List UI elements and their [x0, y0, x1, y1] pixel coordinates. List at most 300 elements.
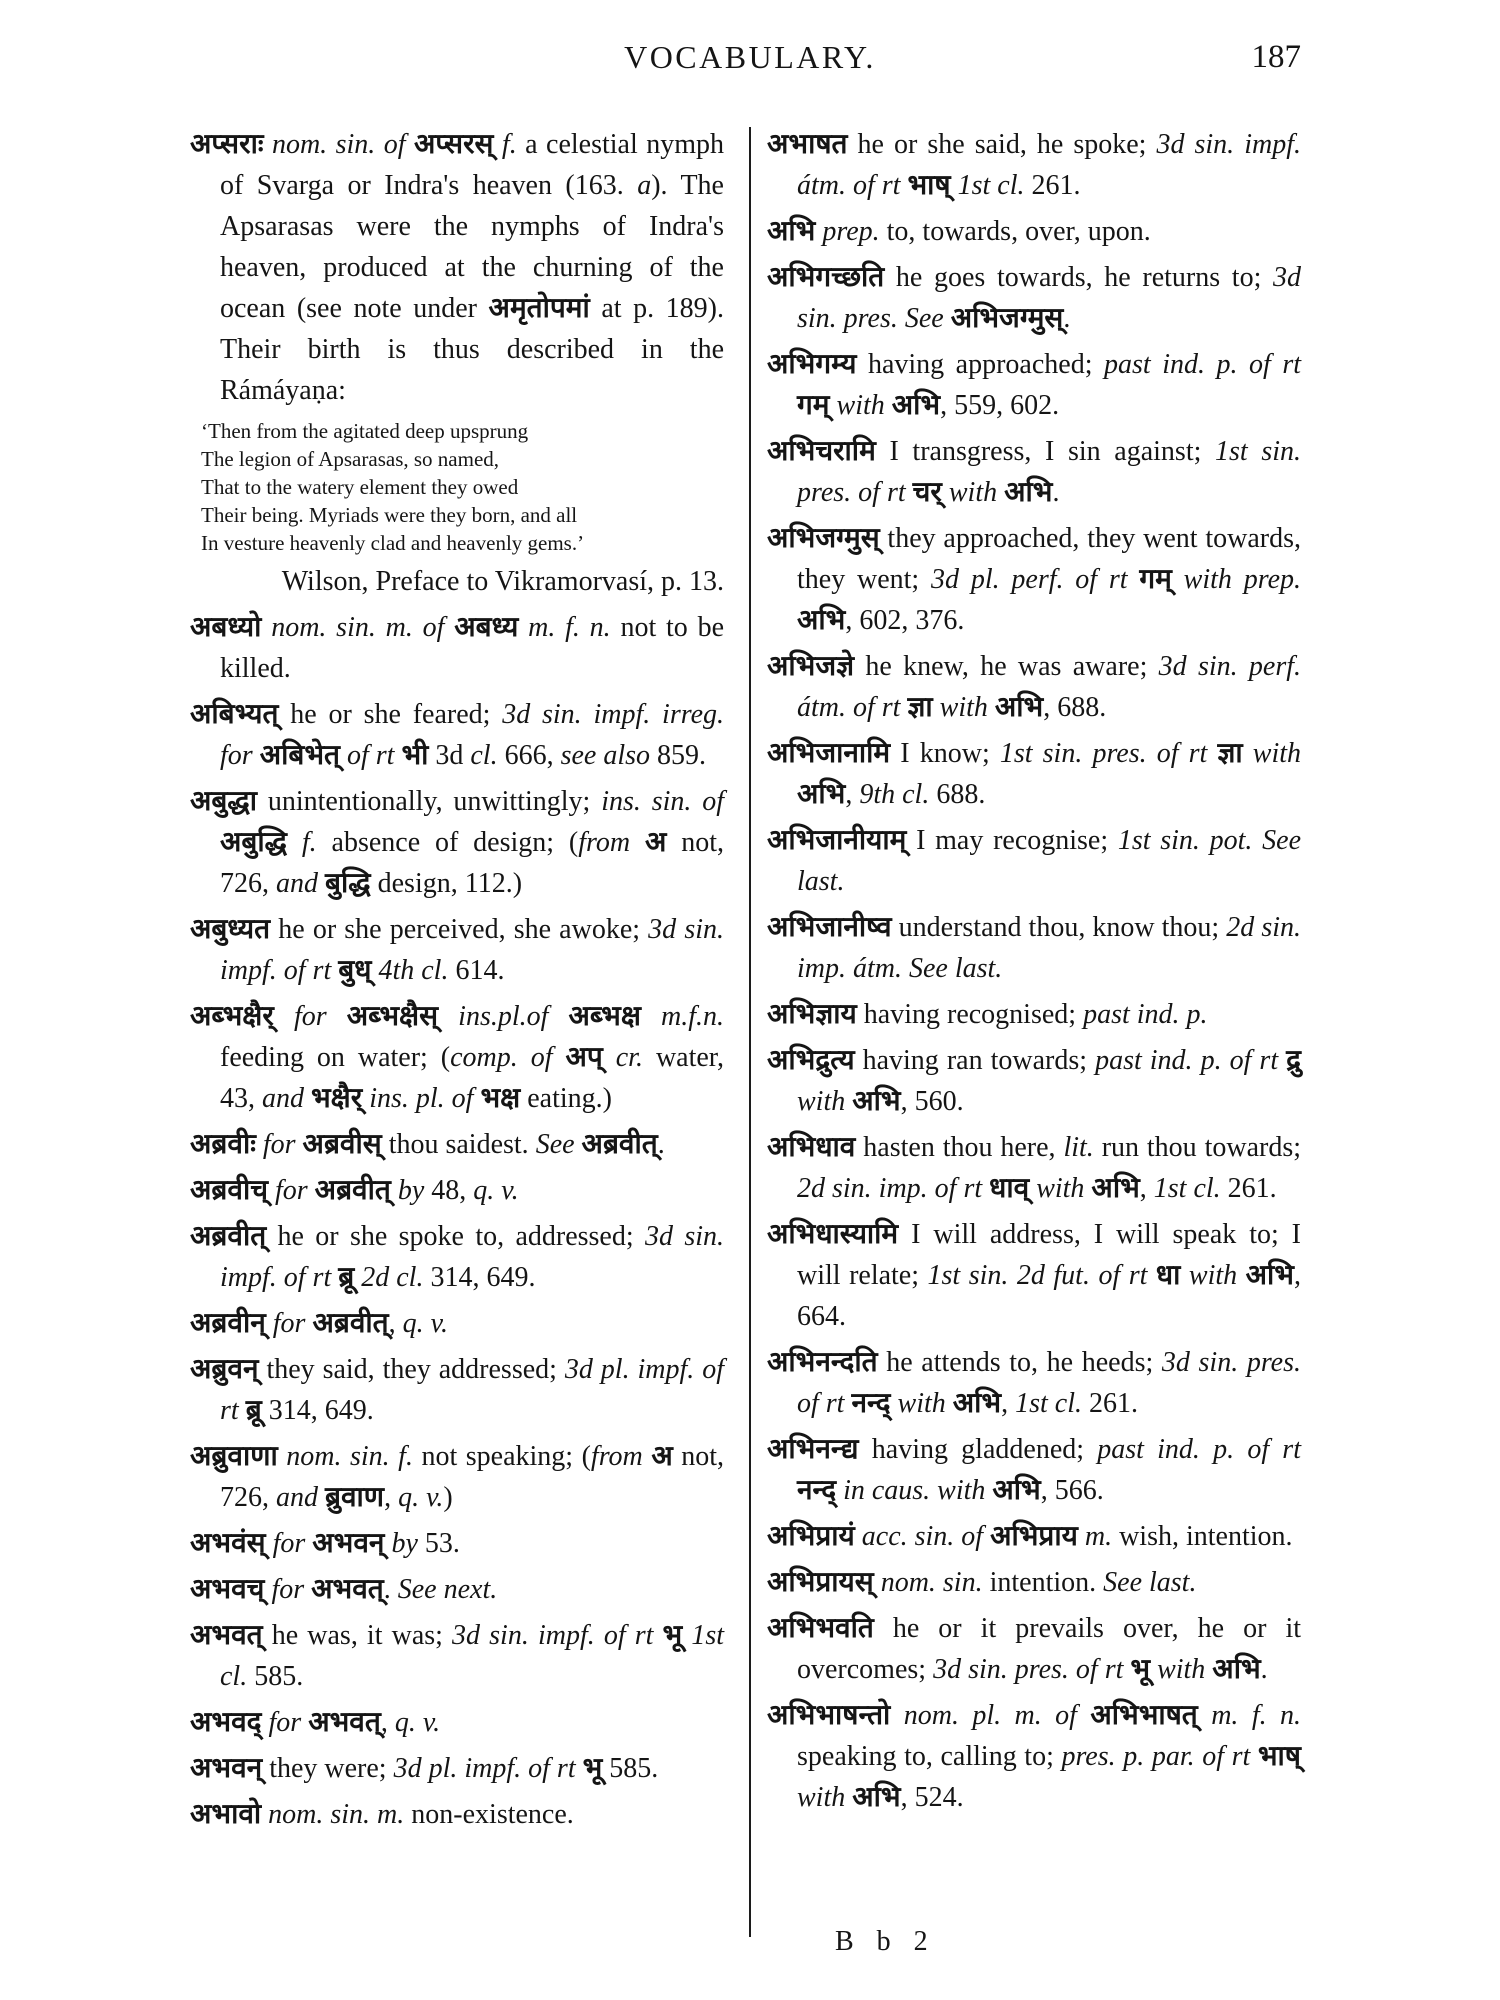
- dictionary-entry: [767, 820, 1301, 902]
- dictionary-entry: [190, 607, 724, 689]
- entry-text: [190, 781, 724, 904]
- definition-text: speaking to, calling to;: [797, 1741, 1062, 1772]
- grammar-note: q. v.: [402, 1308, 448, 1339]
- page-number: 187: [1251, 39, 1301, 75]
- sanskrit-term: अब्भक्ष: [568, 1001, 641, 1032]
- grammar-note: 3d pl. perf. of rt: [931, 564, 1140, 595]
- definition-text: 614.: [448, 955, 505, 986]
- entry-text: [190, 1748, 724, 1789]
- sanskrit-term: अब्रवीत्: [314, 1175, 391, 1206]
- dictionary-entry: [190, 1216, 724, 1298]
- grammar-note: m.: [1077, 1521, 1113, 1552]
- grammar-note: and: [276, 1482, 325, 1513]
- sanskrit-term: बुध्: [338, 955, 372, 986]
- sanskrit-term: अबध्य: [454, 612, 519, 643]
- sanskrit-term: भाष्: [1257, 1741, 1301, 1772]
- verse-line: In vesture heavenly clad and heavenly gems.’: [201, 531, 585, 555]
- headword: अभवंस्: [190, 1528, 266, 1559]
- grammar-note: with: [797, 1086, 853, 1117]
- definition-text: [318, 868, 325, 899]
- definition-text: [630, 827, 645, 858]
- sanskrit-term: अमृतोपमां: [488, 293, 590, 324]
- entry-text: [190, 1436, 724, 1518]
- definition-text: 314, 649.: [423, 1262, 536, 1293]
- grammar-note: with: [941, 477, 1005, 508]
- grammar-note: 3d pl. impf. of rt: [393, 1753, 583, 1784]
- definition-text: not, 726,: [220, 1441, 725, 1513]
- grammar-note: ins. pl. of: [362, 1083, 481, 1114]
- definition-text: I transgress, I sin against;: [889, 436, 1216, 467]
- dictionary-entry: [190, 909, 724, 991]
- entry-text: [767, 820, 1301, 902]
- sanskrit-term: भी: [401, 740, 429, 771]
- grammar-note: 3d sin. impf. átm. of rt: [797, 129, 1301, 201]
- grammar-note: with: [932, 692, 995, 723]
- entry-text: [190, 1702, 724, 1743]
- definition-text: [603, 1042, 616, 1073]
- entry-text: [767, 1516, 1301, 1557]
- dictionary-entry: [767, 344, 1301, 426]
- grammar-note: from: [590, 1441, 643, 1472]
- grammar-note: with: [1180, 1260, 1246, 1291]
- headword: अभिप्रायस्: [767, 1567, 874, 1598]
- headword: अभिद्रुत्य: [767, 1045, 855, 1076]
- verse-quote: [201, 417, 724, 557]
- sanskrit-term: अभिभाषत्: [1090, 1700, 1198, 1731]
- entry-text: [190, 996, 724, 1119]
- definition-text: they were;: [269, 1753, 394, 1784]
- sanskrit-term: अभि: [952, 1388, 1002, 1419]
- grammar-note: f.: [287, 827, 317, 858]
- headword: अब्रवीः: [190, 1129, 256, 1160]
- sanskrit-term: अभिप्राय: [990, 1521, 1078, 1552]
- definition-text: .: [1260, 1654, 1268, 1685]
- headword: अभवन्: [190, 1753, 263, 1784]
- sanskrit-term: अप्सरस्: [413, 129, 494, 160]
- grammar-note: from: [578, 827, 631, 858]
- grammar-note: q. v.: [394, 1707, 441, 1738]
- grammar-note: by: [384, 1528, 418, 1559]
- column-divider: [749, 127, 751, 1937]
- grammar-note: cl.: [470, 740, 498, 771]
- entry-text: [190, 1794, 724, 1835]
- grammar-note: with: [1029, 1173, 1092, 1204]
- grammar-note: 1st cl.: [1015, 1388, 1082, 1419]
- grammar-note: 3d sin. perf. átm. of rt: [797, 651, 1302, 723]
- running-title: VOCABULARY.: [624, 39, 876, 75]
- grammar-note: for: [271, 1574, 312, 1605]
- definition-text: 585.: [247, 1661, 304, 1692]
- headword: अब्रुवन्: [190, 1354, 259, 1385]
- headword: अभिप्रायं: [767, 1521, 855, 1552]
- grammar-note: 1st sin. 2d fut. of rt: [927, 1260, 1156, 1291]
- definition-text: he knew, he was aware;: [865, 651, 1159, 682]
- grammar-note: nom. pl. m. of: [903, 1700, 1091, 1731]
- grammar-note: of rt: [339, 740, 402, 771]
- grammar-note: 3d sin. pres. of rt: [933, 1654, 1131, 1685]
- headword: अब्रवीन्: [190, 1308, 266, 1339]
- grammar-note: 3d sin. pres. of rt: [797, 1347, 1302, 1419]
- definition-text: I know;: [900, 738, 1000, 769]
- grammar-note: nom. sin. m. of: [271, 612, 455, 643]
- grammar-note: nom. sin. m.: [268, 1799, 405, 1830]
- entry-text: [767, 518, 1301, 641]
- dictionary-entry: [767, 907, 1301, 989]
- definition-text: 53.: [417, 1528, 460, 1559]
- definition-text: design, 112.): [370, 868, 523, 899]
- verse-line: Their being. Myriads were they born, and all: [201, 503, 578, 527]
- dictionary-entry: [190, 1124, 724, 1165]
- sanskrit-term: भू: [1130, 1654, 1151, 1685]
- sanskrit-term: ब्रू: [245, 1395, 262, 1426]
- entry-text: [190, 124, 724, 411]
- headword: अभिचरामि: [767, 436, 876, 467]
- headword: अब्रुवाणा: [190, 1441, 278, 1472]
- dictionary-entry: [190, 1349, 724, 1431]
- definition-text: not, 726,: [220, 827, 724, 899]
- definition-text: 666,: [497, 740, 561, 771]
- entry-text: [767, 1127, 1301, 1209]
- grammar-note: cr.: [615, 1042, 643, 1073]
- definition-text: he or she spoke to, addressed;: [277, 1221, 645, 1252]
- dictionary-entry: [190, 1303, 724, 1344]
- dictionary-entry: [767, 211, 1301, 252]
- entry-text: [767, 257, 1301, 339]
- entry-text: [767, 1562, 1301, 1603]
- headword: अभिनन्द्य: [767, 1434, 859, 1465]
- sanskrit-term: अभिजग्मुस्: [950, 303, 1064, 334]
- entry-text: [767, 646, 1301, 728]
- definition-text: ,: [388, 1308, 403, 1339]
- entry-text: [190, 1569, 724, 1610]
- definition-text: , 664.: [797, 1260, 1301, 1332]
- grammar-note: see also: [560, 740, 651, 771]
- dictionary-entry: [767, 1608, 1301, 1690]
- grammar-note: nom. sin. f.: [286, 1441, 413, 1472]
- definition-text: having gladdened;: [871, 1434, 1098, 1465]
- grammar-note: pres. p. par. of rt: [1061, 1741, 1258, 1772]
- grammar-note: 1st cl.: [1153, 1173, 1221, 1204]
- sanskrit-term: अबुद्धि: [220, 827, 288, 858]
- entry-text: [190, 694, 724, 776]
- sanskrit-term: अभि: [992, 1475, 1041, 1506]
- definition-text: [518, 612, 528, 643]
- grammar-note: nom. sin.: [880, 1567, 983, 1598]
- left-column: [190, 124, 724, 1840]
- headword: अभिगम्य: [767, 349, 857, 380]
- dictionary-entry: [767, 646, 1301, 728]
- sanskrit-term: अप्: [565, 1042, 603, 1073]
- grammar-note: past ind. p.: [1083, 999, 1208, 1030]
- entry-text: [767, 1608, 1301, 1690]
- entry-text: [767, 994, 1301, 1035]
- grammar-note: 1st cl.: [220, 1620, 725, 1692]
- sanskrit-term: भू: [662, 1620, 683, 1651]
- definition-text: having recognised;: [863, 999, 1084, 1030]
- sanskrit-term: अभवत्: [311, 1574, 384, 1605]
- grammar-note: 3d pl. impf. of rt: [220, 1354, 725, 1426]
- grammar-note: and: [276, 868, 318, 899]
- entry-text: [190, 909, 724, 991]
- headword: अभिधास्यामि: [767, 1219, 899, 1250]
- sanskrit-term: अब्रवीत्: [312, 1308, 389, 1339]
- entry-text: [190, 1216, 724, 1298]
- dictionary-entry: [767, 1342, 1301, 1424]
- headword: अभाषत: [767, 129, 848, 160]
- grammar-note: in caus. with: [836, 1475, 993, 1506]
- sanskrit-term: ब्रू: [338, 1262, 355, 1293]
- printer-signature: B b 2: [835, 1926, 936, 1957]
- definition-text: I may recognise;: [916, 825, 1118, 856]
- sanskrit-term: अब्भक्षैस्: [346, 1001, 439, 1032]
- grammar-note: 1st sin. pres. of rt: [999, 738, 1218, 769]
- grammar-note: 3d sin. pres. See: [797, 262, 1302, 334]
- headword: अभिजानीष्व: [767, 912, 892, 943]
- entry-text: [190, 1523, 724, 1564]
- grammar-note: q. v.: [398, 1482, 444, 1513]
- grammar-note: 3d sin. impf. of rt: [220, 1221, 725, 1293]
- verse-line: The legion of Apsarasas, so named,: [201, 447, 500, 471]
- grammar-note: past ind. p. of rt: [1104, 349, 1301, 380]
- definition-text: he or she said, he spoke;: [857, 129, 1157, 160]
- dictionary-entry: [190, 1569, 724, 1610]
- sanskrit-term: द्रु: [1286, 1045, 1302, 1076]
- sanskrit-term: अब्रवीस्: [302, 1129, 382, 1160]
- definition-text: ,: [1139, 1173, 1154, 1204]
- dictionary-entry: [767, 1040, 1301, 1122]
- sanskrit-term: अ: [644, 827, 667, 858]
- grammar-note: See last.: [1103, 1567, 1197, 1598]
- entry-text: [767, 431, 1301, 513]
- dictionary-entry: [190, 1702, 724, 1743]
- dictionary-entry: [190, 124, 724, 602]
- definition-text: wish, intention.: [1112, 1521, 1293, 1552]
- definition-text: 261.: [1220, 1173, 1277, 1204]
- dictionary-entry: [767, 1695, 1301, 1818]
- dictionary-entry: [767, 518, 1301, 641]
- sanskrit-term: बुद्धि: [325, 868, 371, 899]
- definition-text: .: [383, 1574, 398, 1605]
- grammar-note: 2d sin. imp. átm. See last.: [797, 912, 1301, 984]
- page-header: [0, 32, 1500, 82]
- definition-text: 261.: [1082, 1388, 1138, 1419]
- definition-text: ). The Apsarasas were the nymphs of Indra's heaven, produced at the churning of the ocean (see note under: [220, 170, 724, 324]
- grammar-note: comp. of: [450, 1042, 566, 1073]
- grammar-note: 1st sin. pres. of rt: [797, 436, 1302, 508]
- headword: अबुद्धा: [190, 786, 258, 817]
- headword: अभावो: [190, 1799, 262, 1830]
- entry-text: [767, 124, 1301, 206]
- dictionary-entry: [767, 1214, 1301, 1337]
- sanskrit-term: भक्ष: [480, 1083, 521, 1114]
- headword: अबिभ्यत्: [190, 699, 279, 730]
- definition-text: .: [1052, 477, 1060, 508]
- definition-text: , 560.: [900, 1086, 964, 1117]
- headword: अभिभाषन्तो: [767, 1700, 891, 1731]
- grammar-note: and: [262, 1083, 311, 1114]
- entry-text: [190, 607, 724, 689]
- grammar-note: 3d sin. impf. of rt: [452, 1620, 663, 1651]
- entry-text: [767, 1214, 1301, 1337]
- sanskrit-term: गम्: [1139, 564, 1172, 595]
- sanskrit-term: गम्: [797, 390, 830, 421]
- entry-text: [767, 1040, 1301, 1122]
- entry-text: [190, 1349, 724, 1431]
- grammar-note: m. f. n.: [528, 612, 611, 643]
- headword: अभि: [767, 216, 816, 247]
- dictionary-entry: [190, 1523, 724, 1564]
- definition-text: thou saidest.: [381, 1129, 536, 1160]
- headword: अभिजज्ञे: [767, 651, 855, 682]
- entry-text: [190, 1170, 724, 1211]
- definition-text: understand thou, know thou;: [898, 912, 1227, 943]
- sanskrit-term: अभि: [1212, 1654, 1261, 1685]
- grammar-note: 4th cl.: [371, 955, 449, 986]
- grammar-note: See: [535, 1129, 582, 1160]
- dictionary-entry: [190, 1170, 724, 1211]
- grammar-note: ins.pl.of: [438, 1001, 569, 1032]
- grammar-note: for: [293, 1001, 347, 1032]
- dictionary-entry: [767, 1516, 1301, 1557]
- sanskrit-term: अभि: [797, 779, 846, 810]
- dictionary-entry: [190, 694, 724, 776]
- entry-text: [767, 907, 1301, 989]
- definition-text: , 566.: [1040, 1475, 1104, 1506]
- sanskrit-term: अभवन्: [312, 1528, 385, 1559]
- headword: अप्सराः: [190, 129, 264, 160]
- definition-text: , 688.: [1043, 692, 1107, 723]
- dictionary-entry: [767, 124, 1301, 206]
- headword: अबुध्यत: [190, 914, 271, 945]
- sanskrit-term: अभि: [1245, 1260, 1294, 1291]
- dictionary-entry: [767, 994, 1301, 1035]
- definition-text: he or she feared;: [290, 699, 503, 730]
- grammar-note: 3d sin. impf. irreg. for: [220, 699, 724, 771]
- definition-text: hasten thou here,: [863, 1132, 1064, 1163]
- definition-text: .: [657, 1129, 665, 1160]
- headword: अब्रवीत्: [190, 1221, 267, 1252]
- entry-text: [767, 344, 1301, 426]
- grammar-note: nom. sin. of: [271, 129, 414, 160]
- grammar-note: for: [268, 1707, 309, 1738]
- definition-text: a celestial nymph of Svarga or Indra's heaven (163.: [220, 129, 724, 201]
- sanskrit-term: धाव्: [989, 1173, 1030, 1204]
- definition-text: ,: [380, 1707, 395, 1738]
- headword: अभिजानीयाम्: [767, 825, 907, 856]
- dictionary-entry: [190, 1748, 724, 1789]
- headword: अभिधाव: [767, 1132, 856, 1163]
- sanskrit-term: अबिभेत्: [259, 740, 340, 771]
- entry-text: [190, 1615, 724, 1697]
- definition-text: he goes towards, he returns to;: [895, 262, 1274, 293]
- headword: अभवच्: [190, 1574, 265, 1605]
- definition-text: he was, it was;: [271, 1620, 453, 1651]
- grammar-note: 1st cl.: [950, 170, 1025, 201]
- definition-text: non-existence.: [404, 1799, 574, 1830]
- grammar-note: past ind. p. of rt: [1095, 1045, 1287, 1076]
- grammar-note: q. v.: [473, 1175, 519, 1206]
- headword: अभिगच्छति: [767, 262, 885, 293]
- definition-text: 261.: [1024, 170, 1081, 201]
- definition-text: 314, 649.: [261, 1395, 374, 1426]
- right-column: [767, 124, 1301, 1823]
- grammar-note: See next.: [397, 1574, 498, 1605]
- definition-text: .: [1063, 303, 1071, 334]
- definition-text: water, 43,: [220, 1042, 725, 1114]
- sanskrit-term: अभि: [852, 1086, 901, 1117]
- grammar-note: for: [272, 1528, 313, 1559]
- verse-line: That to the watery element they owed: [201, 475, 519, 499]
- sanskrit-term: भाष्: [907, 170, 951, 201]
- definition-text: [493, 129, 501, 160]
- headword: अभिनन्दति: [767, 1347, 878, 1378]
- definition-text: absence of design; (: [316, 827, 579, 858]
- sanskrit-term: भू: [582, 1753, 603, 1784]
- sanskrit-term: अभवत्: [308, 1707, 381, 1738]
- definition-text: 3d: [428, 740, 471, 771]
- grammar-note: m. f. n.: [1197, 1700, 1302, 1731]
- definition-text: not speaking; (: [412, 1441, 591, 1472]
- dictionary-entry: [767, 1127, 1301, 1209]
- definition-text: having approached;: [867, 349, 1105, 380]
- sanskrit-term: भक्षैर्: [311, 1083, 363, 1114]
- entry-text: [190, 1124, 724, 1165]
- definition-text: ): [443, 1482, 453, 1513]
- definition-text: not to be killed.: [220, 612, 725, 684]
- grammar-note: with prep.: [1171, 564, 1301, 595]
- sanskrit-term: नन्द्: [797, 1475, 837, 1506]
- definition-text: run thou towards;: [1093, 1132, 1302, 1163]
- definition-text: they said, they addressed;: [266, 1354, 565, 1385]
- grammar-note: m.f.n.: [640, 1001, 725, 1032]
- entry-text: [767, 1429, 1301, 1511]
- grammar-note: with: [1150, 1654, 1213, 1685]
- definition-text: he or she perceived, she awoke;: [278, 914, 649, 945]
- dictionary-entry: [190, 1615, 724, 1697]
- definition-text: he attends to, he heeds;: [886, 1347, 1162, 1378]
- grammar-note: 9th cl.: [859, 779, 930, 810]
- dictionary-entry: [190, 1436, 724, 1518]
- grammar-note: for: [262, 1129, 303, 1160]
- dictionary-entry: [190, 781, 724, 904]
- sanskrit-term: अभि: [852, 1782, 901, 1813]
- definition-text: at p. 189). Their birth is thus described in the Rámáyaṇa:: [220, 293, 724, 406]
- definition-text: 859.: [650, 740, 707, 771]
- definition-text: , 602, 376.: [845, 605, 965, 636]
- dictionary-entry: [767, 431, 1301, 513]
- sanskrit-term: ब्रुवाण: [325, 1482, 385, 1513]
- definition-text: 48,: [424, 1175, 474, 1206]
- definition-text: 585.: [602, 1753, 659, 1784]
- headword: अभिजानामि: [767, 738, 891, 769]
- sanskrit-term: अभि: [994, 692, 1044, 723]
- grammar-note: f.: [501, 129, 517, 160]
- headword: अब्भक्षैर्: [190, 1001, 274, 1032]
- entry-text: [767, 1342, 1301, 1424]
- grammar-note: 2d sin. imp. of rt: [797, 1173, 990, 1204]
- grammar-note: with: [1242, 738, 1302, 769]
- grammar-note: with: [829, 390, 892, 421]
- dictionary-entry: [767, 733, 1301, 815]
- sanskrit-term: अभि: [797, 605, 846, 636]
- definition-text: feeding on water; (: [220, 1042, 451, 1073]
- headword: अभवद्: [190, 1707, 262, 1738]
- entry-text: [767, 211, 1301, 252]
- dictionary-entry: [767, 1429, 1301, 1511]
- dictionary-entry: [190, 996, 724, 1119]
- grammar-note: past ind. p. of rt: [1097, 1434, 1301, 1465]
- entry-text: [190, 1303, 724, 1344]
